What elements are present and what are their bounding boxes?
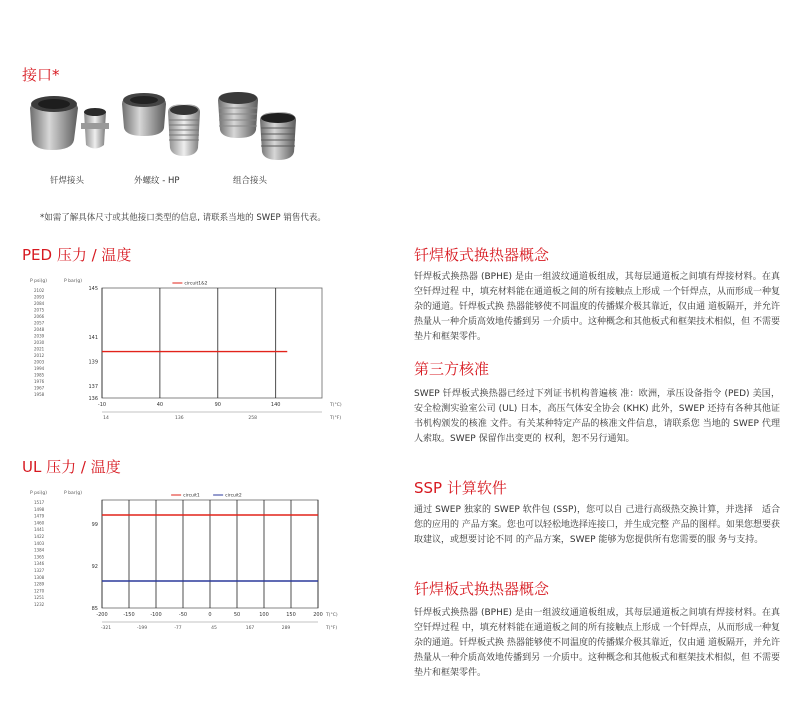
connections-footnote: *如需了解具体尺寸或其他接口类型的信息, 请联系当地的 SWEP 销售代表。: [40, 213, 326, 223]
y-tick-label: 139: [88, 359, 98, 366]
y-tick-label-psi: 1232: [34, 602, 45, 607]
bphe-concept-text-2: 钎焊板式换热器 (BPHE) 是由一组波纹通道板组成，其每层通道板之间填有焊接材料。在真空钎焊过程 中，填充材料能在通道板之间的所有接触点上形成 一个钎焊点，从而形成一种复杂的通道。钎焊板式换 热器能够使不同温度的传播媒介极其靠近，仅由通 道板隔开，并允许热量从一种介质高效地传播到另 一介质中。这种概念和其他板式和框架技术相似，但 不需要垫片和框架零件。: [414, 608, 780, 678]
x-tick-label-f: 14: [103, 416, 109, 421]
y-tick-label-psi: 1958: [34, 392, 45, 397]
combination-connection-image: [218, 92, 296, 160]
y-tick-label-psi: 2012: [34, 353, 45, 358]
x-axis-label-f: T(°F): [330, 416, 342, 421]
y-tick-label: 85: [91, 606, 98, 612]
y-tick-label-psi: 2057: [34, 320, 45, 326]
x-tick-label: 100: [259, 612, 269, 618]
y-tick-label: 92: [91, 564, 98, 570]
ul-chart-title: UL 压力 / 温度: [22, 458, 121, 476]
approvals-text: SWEP 钎焊板式换热器已经过下列证书机构普遍核 准：欧洲，承压设备指令 (PED) 美国，安全检测实验室公司 (UL) 日本，高压气体安全协会 (KHK) 此外，SWEP 还持有各种其他证书机构颁发的核准 文件。有关某种特定产品的核准文件信息，请联系您 当地的 SWEP 代理人索取。SWEP 保留作出变更的 权利，恕不另行通知。: [414, 389, 780, 444]
y-tick-label-psi: 1365: [34, 554, 45, 560]
x-tick-label: -150: [123, 612, 135, 618]
caption-combination: 组合接头: [233, 176, 268, 186]
y-tick-label: 145: [88, 286, 98, 292]
y-tick-label-psi: 1498: [34, 506, 45, 512]
x-tick-label: 50: [233, 612, 241, 618]
x-tick-label: 0: [208, 612, 212, 618]
y-tick-label-psi: 1422: [34, 534, 45, 539]
x-tick-label: 200: [313, 612, 323, 618]
y-tick-label: 136: [88, 396, 98, 402]
x-tick-label-f: 45: [211, 626, 217, 631]
x-tick-label-f: -199: [136, 626, 148, 631]
ssp-title: SSP 计算软件: [414, 479, 507, 497]
y-tick-label-psi: 1251: [34, 595, 45, 601]
y-tick-label-psi: 2048: [34, 327, 45, 332]
x-tick-label: -100: [150, 612, 162, 618]
y-tick-label-psi: 1985: [34, 372, 45, 378]
caption-brazed: 钎焊接头: [50, 176, 85, 186]
x-tick-label: 90: [214, 402, 221, 408]
y-axis-label-bar: P bar(g): [64, 491, 82, 496]
y-tick-label-psi: 1517: [34, 500, 45, 505]
bphe-concept-title-2: 钎焊板式换热器概念: [414, 580, 550, 598]
connections-title: 接口*: [22, 66, 60, 84]
y-tick-label-psi: 1994: [34, 366, 45, 371]
bphe-concept-title: 钎焊板式换热器概念: [414, 246, 550, 264]
x-axis-label-f: T(°F): [326, 626, 338, 631]
connections-illustration: [22, 90, 312, 165]
x-tick-label-f: 258: [248, 416, 257, 421]
x-tick-label: 40: [156, 402, 164, 408]
y-tick-label-psi: 1460: [34, 520, 45, 526]
bphe-concept-text: 钎焊板式换热器 (BPHE) 是由一组波纹通道板组成，其每层通道板之间填有焊接材料。在真空钎焊过程 中，填充材料能在通道板之间的所有接触点上形成 一个钎焊点，从而形成一种复杂的通道。钎焊板式换 热器能够使不同温度的传播媒介极其靠近，仅由通 道板隔开，并允许热量从一种介质高效地传播到另 一介质中。这种概念和其他板式和框架技术相似，但 不需要垫片和框架零件。: [414, 272, 780, 342]
y-tick-label-psi: 2030: [34, 340, 45, 345]
y-tick-label-psi: 1967: [34, 385, 45, 391]
y-tick-label: 99: [91, 522, 98, 528]
y-tick-label-psi: 1403: [34, 540, 45, 546]
y-tick-label-psi: 2066: [34, 314, 45, 319]
ped-chart: [22, 268, 352, 432]
x-axis-label: T(°C): [326, 613, 338, 618]
y-tick-label-psi: 1346: [34, 561, 45, 567]
x-tick-label-f: -77: [174, 626, 182, 631]
legend-label-circuit1: circuit1: [183, 493, 200, 499]
ped-chart-title: PED 压力 / 温度: [22, 246, 132, 264]
legend-label-circuit2: circuit2: [225, 493, 242, 499]
y-axis-label-bar: P bar(g): [64, 279, 82, 284]
y-tick-label-psi: 1270: [34, 588, 45, 594]
brazed-connection-image: [30, 96, 109, 150]
x-tick-label-f: -321: [100, 626, 112, 631]
x-tick-label-f: 289: [281, 626, 291, 631]
x-tick-label-f: 136: [175, 416, 184, 421]
ssp-text: 通过 SWEP 独家的 SWEP 软件包 (SSP)，您可以自 己进行高级热交换计算，并选择 适合您的应用的 产品方案。您也可以轻松地选择连接口，并生成完整 产品的图样。如果您想要获取建议，或想要讨论不同 的产品方案，SWEP 能够为您提供所有您需要的服 务与支持。: [414, 505, 780, 545]
x-tick-label: 150: [286, 612, 296, 618]
y-tick-label-psi: 2039: [34, 333, 45, 339]
y-tick-label-psi: 1308: [34, 574, 45, 580]
caption-external-thread: 外螺纹 - HP: [134, 176, 180, 186]
y-tick-label: 137: [88, 383, 98, 390]
legend-label-circuit1&2: circuit1&2: [184, 281, 208, 287]
y-tick-label-psi: 2021: [34, 346, 45, 352]
y-axis-label-psi: P psi(g): [30, 279, 47, 284]
y-tick-label-psi: 2102: [34, 288, 45, 293]
y-tick-label-psi: 2093: [34, 294, 45, 300]
y-tick-label-psi: 1384: [34, 547, 45, 553]
x-tick-label: -50: [178, 612, 188, 618]
x-tick-label: -200: [96, 612, 108, 618]
x-tick-label-f: 167: [245, 626, 255, 631]
x-tick-label: -10: [97, 402, 107, 408]
y-tick-label-psi: 1289: [34, 581, 45, 587]
x-axis-label: T(°C): [330, 403, 342, 408]
y-tick-label-psi: 1441: [34, 527, 45, 533]
approvals-title: 第三方核准: [414, 360, 490, 378]
x-tick-label: 140: [270, 402, 281, 408]
y-tick-label-psi: 1327: [34, 568, 45, 573]
y-axis-label-psi: P psi(g): [30, 491, 47, 496]
y-tick-label-psi: 2075: [34, 307, 45, 313]
y-tick-label: 141: [88, 334, 98, 341]
y-tick-label-psi: 2084: [34, 301, 45, 306]
ul-chart: [22, 482, 352, 642]
y-tick-label-psi: 2003: [34, 359, 45, 365]
external-thread-image: [122, 93, 200, 156]
y-tick-label-psi: 1976: [34, 379, 45, 384]
plot-frame: [102, 288, 322, 398]
y-tick-label-psi: 1479: [34, 513, 45, 519]
